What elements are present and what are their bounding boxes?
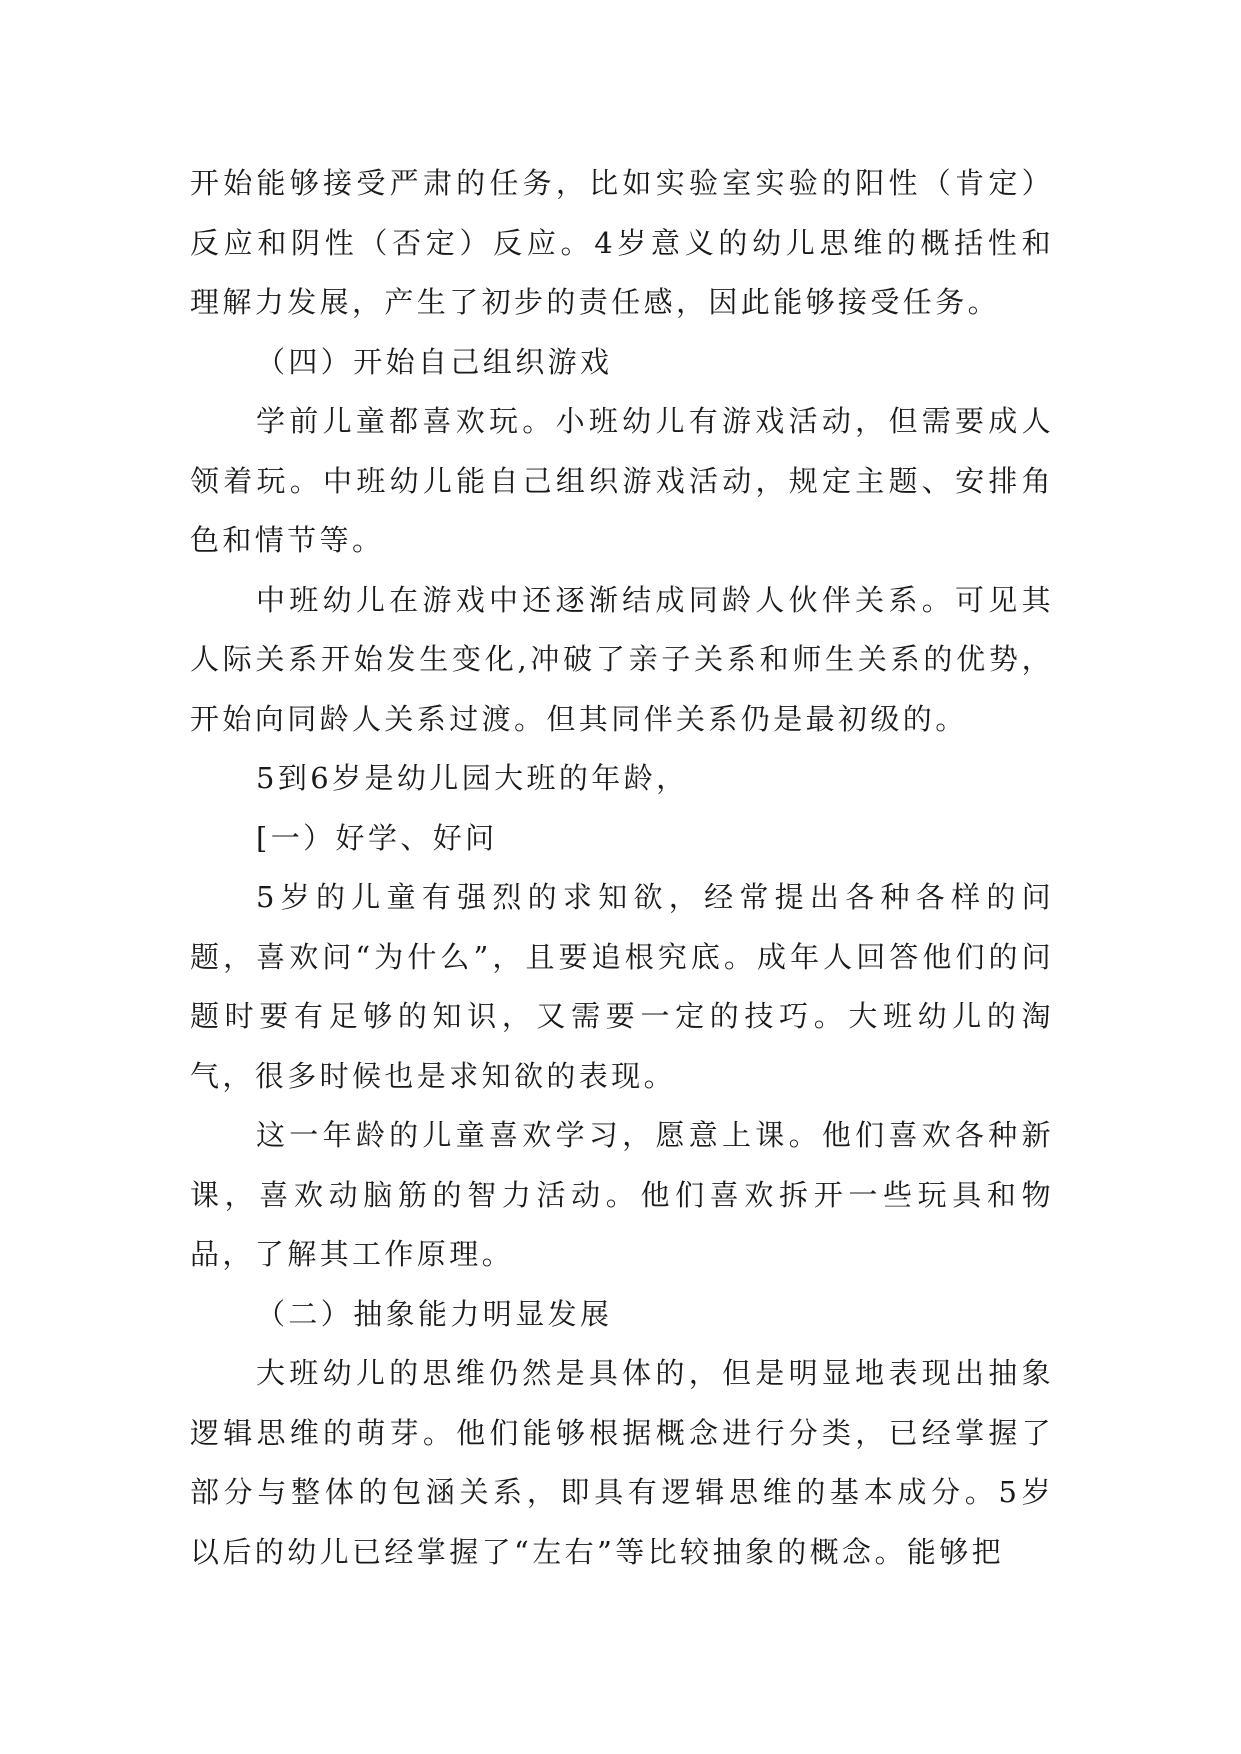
paragraph: 5岁的儿童有强烈的求知欲，经常提出各种各样的问题，喜欢问“为什么”，且要追根究底。成年人回答他们的问题时要有足够的知识，又需要一定的技巧。大班幼儿的淘气，很多时候也是求知欲的表现。 (190, 880, 1054, 1093)
document-body (190, 154, 1054, 1582)
section-heading-1: [一）好学、好问 (256, 820, 498, 855)
paragraph: 5到6岁是幼儿园大班的年龄， (256, 761, 689, 795)
paragraph: 大班幼儿的思维仍然是具体的，但是明显地表现出抽象逻辑思维的萌芽。他们能够根据概念进行分类，已经掌握了部分与整体的包涵关系，即具有逻辑思维的基本成分。5岁以后的幼儿已经掌握了“左右”等比较抽象的概念。能够把 (190, 1356, 1054, 1569)
paragraph: 学前儿童都喜欢玩。小班幼儿有游戏活动，但需要成人领着玩。中班幼儿能自己组织游戏活动，规定主题、安排角色和情节等。 (190, 404, 1054, 557)
paragraph: 中班幼儿在游戏中还逐渐结成同龄人伙伴关系。可见其人际关系开始发生变化,冲破了亲子关系和师生关系的优势，开始向同龄人关系过渡。但其同伴关系仍是最初级的。 (190, 582, 1054, 736)
paragraph: 这一年龄的儿童喜欢学习，愿意上课。他们喜欢各种新课，喜欢动脑筋的智力活动。他们喜欢拆开一些玩具和物品，了解其工作原理。 (190, 1118, 1054, 1271)
section-heading-2: （二）抽象能力明显发展 (256, 1296, 613, 1331)
section-heading-4: （四）开始自己组织游戏 (256, 344, 613, 379)
paragraph-continuation: 开始能够接受严肃的任务，比如实验室实验的阳性（肯定）反应和阴性（否定）反应。4岁意义的幼儿思维的概括性和理解力发展，产生了初步的责任感，因此能够接受任务。 (190, 166, 1054, 319)
